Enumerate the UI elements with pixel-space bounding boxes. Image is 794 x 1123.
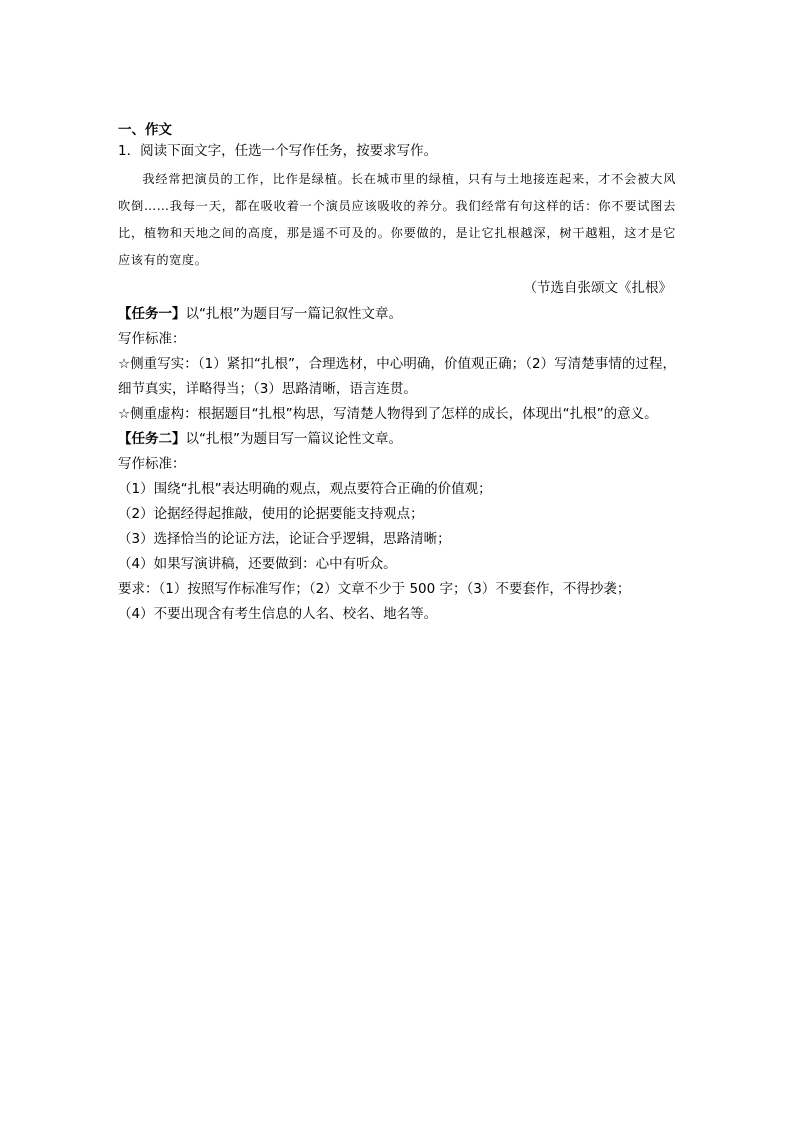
task-two-standard-item: （2）论据经得起推敲，使用的论据要能支持观点； [118,506,424,522]
task-one-standard-fictional: ☆侧重虚构：根据题目“扎根”构思，写清楚人物得到了怎样的成长，体现出“扎根”的意义。 [118,406,658,422]
task-two-standard-label: 写作标准： [118,456,186,472]
task-one-standard-label: 写作标准： [118,331,186,347]
task-one-text: 以“扎根”为题目写一篇记叙性文章。 [185,306,402,322]
task-one-standard-realistic: ☆侧重写实：（1）紧扣“扎根”，合理选材，中心明确，价值观正确；（2）写清楚事情的过程，细节真实，详略得当；（3）思路清晰，语言连贯。 [118,356,676,397]
task-two-label: 【任务二】 [118,431,186,447]
reading-passage: 我经常把演员的工作，比作是绿植。长在城市里的绿植，只有与土地接连起来，才不会被大风吹倒……我每一天，都在吸收着一个演员应该吸收的养分。我们经常有句这样的话：你不要试图去比，植物和天地之间的高度，那是遥不可及的。你要做的，是让它扎根越深，树干越粗，这才是它应该有的宽度。 [118,172,676,267]
passage-source: （节选自张颂文《扎根》 [523,280,672,296]
task-two-standard-item: （3）选择恰当的论证方法，论证合乎逻辑，思路清晰； [118,531,451,547]
requirements-line: 要求：（1）按照写作标准写作；（2）文章不少于 500 字；（3）不要套作，不得抄袭； [118,581,631,597]
task-two-standard-item: （4）如果写演讲稿，还要做到：心中有听众。 [118,556,397,572]
question-prompt: 1．阅读下面文字，任选一个写作任务，按要求写作。 [118,143,438,159]
task-two-text: 以“扎根”为题目写一篇议论性文章。 [185,431,402,447]
exam-page [118,120,676,627]
task-one-label: 【任务一】 [118,306,186,322]
section-title: 一、作文 [118,122,172,138]
task-two [118,427,676,452]
requirements-line: （4）不要出现含有考生信息的人名、校名、地名等。 [118,606,438,622]
task-two-standard-item: （1）围绕“扎根”表达明确的观点，观点要符合正确的价值观； [118,481,492,497]
task-one [118,302,676,327]
